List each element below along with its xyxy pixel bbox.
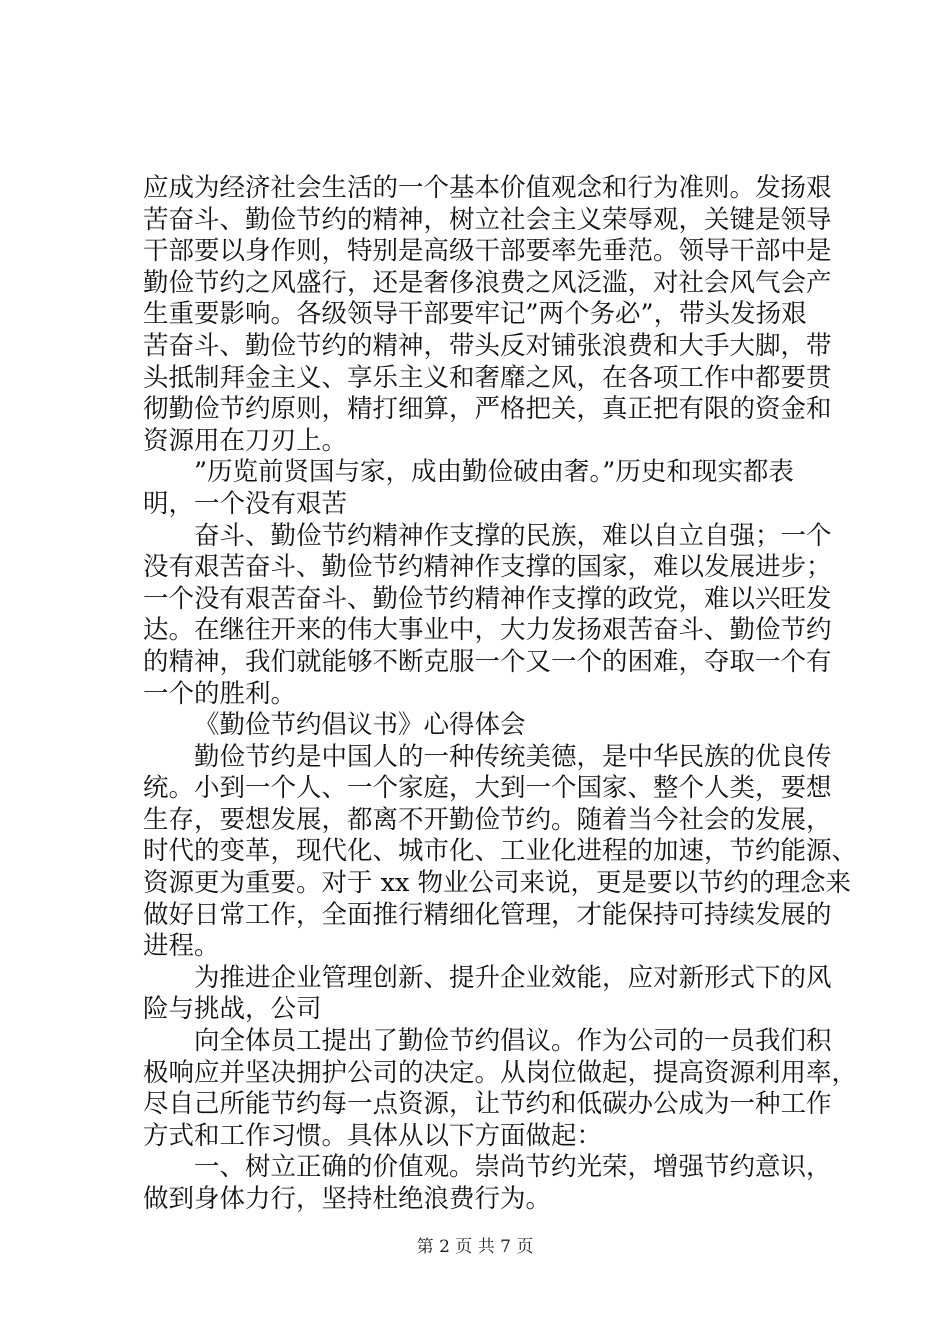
text-line: 苦奋斗、勤俭节约的精神，带头反对铺张浪费和大手大脚，带 — [143, 330, 832, 361]
text-line: 达。在继往开来的伟大事业中，大力发扬艰苦奋斗、勤俭节约 — [143, 615, 832, 646]
text-line: 为推进企业管理创新、提升企业效能，应对新形式下的风 — [194, 962, 832, 993]
text-line: 进程。 — [143, 931, 220, 962]
text-line: 没有艰苦奋斗、勤俭节约精神作支撑的国家，难以发展进步； — [143, 552, 832, 583]
text-line: 明，一个没有艰苦 — [143, 488, 348, 519]
text-line: 彻勤俭节约原则，精打细算，严格把关，真正把有限的资金和 — [143, 394, 832, 425]
text-line: 《勤俭节约倡议书》心得体会 — [194, 710, 526, 741]
text-line: 做好日常工作，全面推行精细化管理，才能保持可持续发展的 — [143, 899, 832, 930]
text-line: 做到身体力行，坚持杜绝浪费行为。 — [143, 1184, 552, 1214]
paragraph — [143, 1152, 833, 1215]
text-line: 一个没有艰苦奋斗、勤俭节约精神作支撑的政党，难以兴旺发 — [143, 583, 832, 614]
text-line: 勤俭节约之风盛行，还是奢侈浪费之风泛滥，对社会风气会产 — [143, 267, 832, 298]
text-line: 一个的胜利。 — [143, 678, 297, 709]
paragraph — [143, 710, 833, 742]
text-line: ”历览前贤国与家，成由勤俭破由奢。”历史和现实都表 — [194, 457, 794, 488]
text-line: 一、树立正确的价值观。崇尚节约光荣，增强节约意识， — [194, 1152, 832, 1183]
text-line: 时代的变革，现代化、城市化、工业化进程的加速，节约能源、 — [143, 836, 858, 867]
paragraph — [143, 173, 833, 457]
text-line: 险与挑战，公司 — [143, 994, 322, 1025]
text-line: 头抵制拜金主义、享乐主义和奢靡之风，在各项工作中都要贯 — [143, 362, 832, 393]
text-line: 苦奋斗、勤俭节约的精神，树立社会主义荣辱观，关键是领导 — [143, 204, 832, 235]
text-line: 生重要影响。各级领导干部要牢记”两个务必”，带头发扬艰 — [143, 299, 807, 330]
text-line: 方式和工作习惯。具体从以下方面做起： — [143, 1120, 603, 1151]
paragraph — [143, 1026, 858, 1152]
page-footer: 第 2 页 共 7 页 — [416, 1237, 534, 1257]
document-body — [143, 173, 858, 1216]
paragraph — [143, 963, 833, 1026]
text-line: 奋斗、勤俭节约精神作支撑的民族，难以自立自强；一个 — [194, 520, 832, 551]
text-line: 向全体员工提出了勤俭节约倡议。作为公司的一员我们积 — [194, 1026, 832, 1057]
text-line: 应成为经济社会生活的一个基本价值观念和行为准则。发扬艰 — [143, 173, 832, 203]
text-line: 资源用在刀刃上。 — [143, 425, 348, 456]
paragraph — [143, 521, 833, 711]
text-line: 生存，要想发展，都离不开勤俭节约。随着当今社会的发展， — [143, 804, 832, 835]
text-line: 极响应并坚决拥护公司的决定。从岗位做起，提高资源利用率， — [143, 1057, 858, 1088]
paragraph — [143, 457, 833, 520]
text-line: 统。小到一个人、一个家庭，大到一个国家、整个人类，要想 — [143, 773, 832, 804]
text-line: 资源更为重要。对于 xx 物业公司来说，更是要以节约的理念来 — [143, 868, 851, 899]
paragraph — [143, 741, 858, 963]
text-line: 勤俭节约是中国人的一种传统美德，是中华民族的优良传 — [194, 741, 832, 772]
text-line: 的精神，我们就能够不断克服一个又一个的困难，夺取一个有 — [143, 646, 832, 677]
text-line: 尽自己所能节约每一点资源，让节约和低碳办公成为一种工作 — [143, 1089, 832, 1120]
text-line: 干部要以身作则，特别是高级干部要率先垂范。领导干部中是 — [143, 236, 832, 267]
